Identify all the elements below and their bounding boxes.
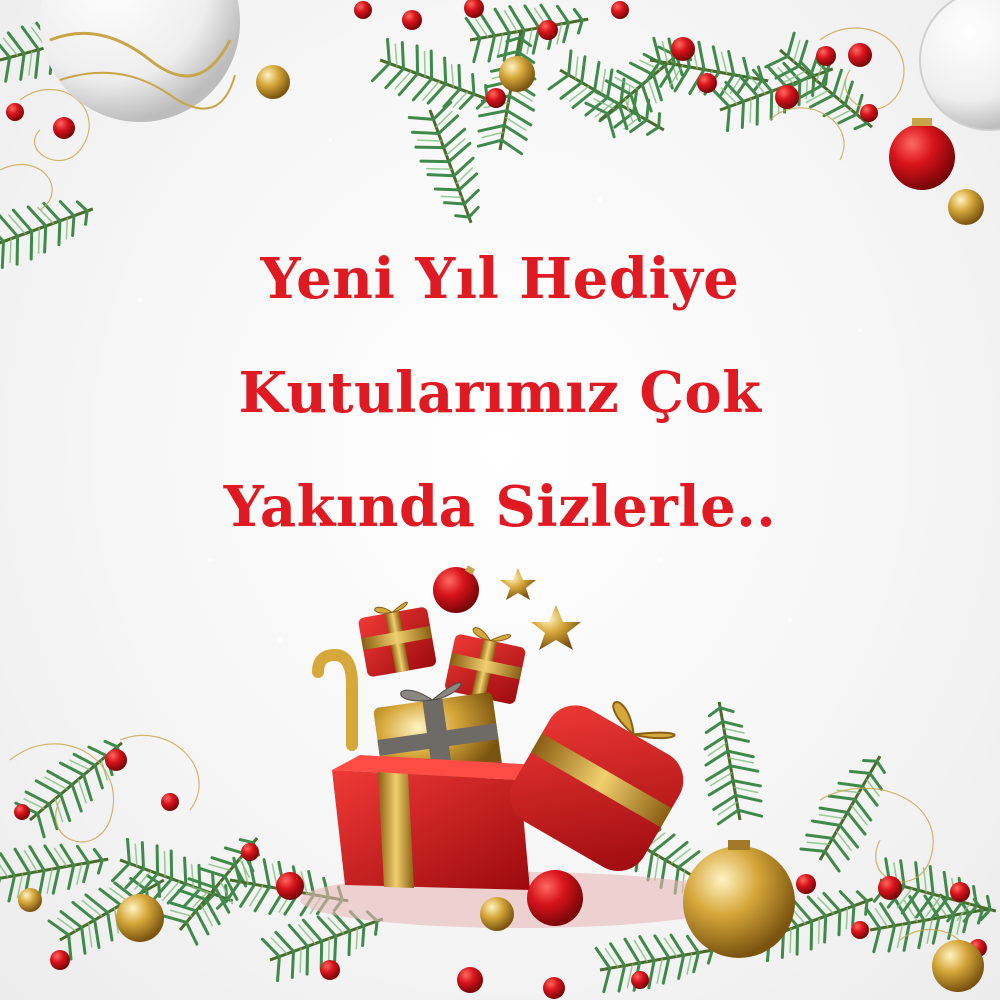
gold-ball-small-front [480, 897, 514, 931]
big-red-gift-box [332, 755, 540, 890]
silver-ornament [920, 0, 1000, 130]
headline-line-1: Yeni Yıl Hediye [260, 246, 740, 312]
red-ball-front [527, 870, 583, 926]
small-red-gift-left [356, 599, 437, 678]
gold-star-small [500, 568, 536, 600]
gift-box-composition [300, 565, 795, 958]
white-ornament [40, 0, 240, 122]
headline-text [0, 222, 1000, 564]
gold-star-large [531, 605, 581, 650]
gold-ball-large [683, 846, 795, 958]
headline-line-3: Yakında Sizlerle.. [223, 474, 777, 540]
headline-line-2: Kutularımız Çok [238, 360, 762, 426]
red-glitter-ornament [889, 124, 955, 190]
gold-balls-top [256, 56, 984, 225]
red-gift-lid [499, 677, 704, 882]
